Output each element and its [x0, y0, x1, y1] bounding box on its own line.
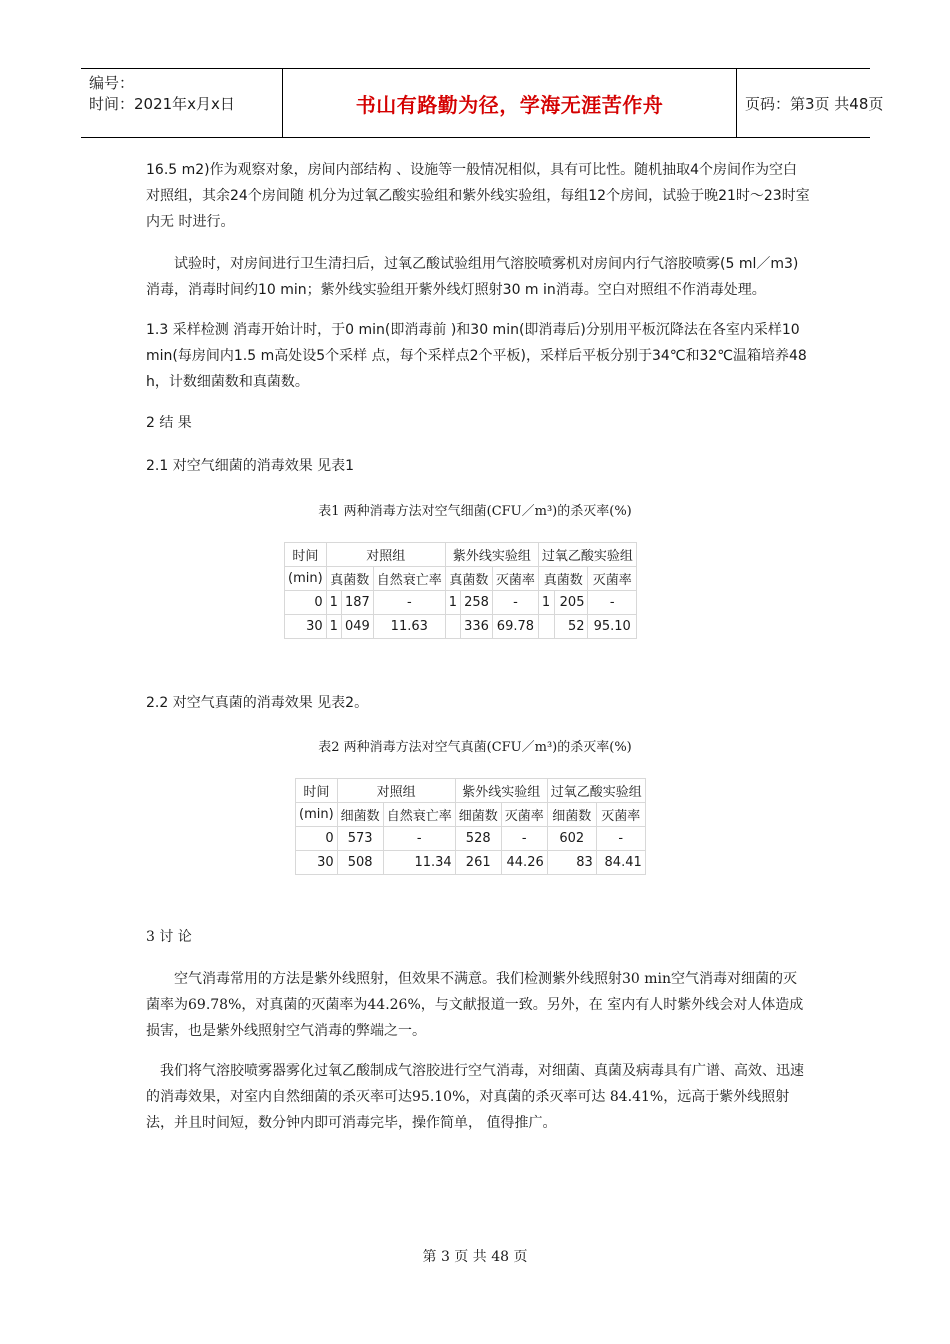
table-cell: -	[588, 591, 636, 615]
table-cell: 0	[285, 591, 327, 615]
section-heading-2: 2 结 果	[146, 415, 192, 431]
paragraph-3	[146, 317, 810, 395]
table-subheader-row	[296, 803, 646, 827]
header-motto-cell	[283, 69, 737, 137]
table-cell	[445, 615, 460, 639]
group-control: 对照组	[337, 779, 455, 803]
table-cell: 44.26	[501, 851, 547, 875]
table-cell: 1	[326, 615, 341, 639]
paragraph-text: 空气消毒常用的方法是紫外线照射，但效果不满意。我们检测紫外线照射30 min空气消毒对细菌的灭菌率为69.78%，对真菌的灭菌率为44.26%，与文献报道一致。另外，在 室内有人时紫外线会对人体造成损害，也是紫外线照射空气消毒的弊端之一。	[146, 971, 804, 1039]
paragraph-text: 试验时，对房间进行卫生清扫后，过氧乙酸试验组用气溶胶喷雾机对房间内行气溶胶喷雾(5 ml／m3)消毒，消毒时间约10 min；紫外线实验组开紫外线灯照射30 m in消毒。空白对照组不作消毒处理。	[146, 256, 799, 298]
col-control-count: 细菌数	[337, 803, 383, 827]
table-cell: -	[383, 827, 455, 851]
group-peracetic: 过氧乙酸实验组	[547, 779, 645, 803]
page-header	[81, 68, 884, 138]
table-subheader-row	[285, 567, 637, 591]
paragraph-text: 1.3 采样检测 消毒开始计时，于0 min(即消毒前 )和30 min(即消毒后)分别用平板沉降法在各室内采样10 min(每房间内1.5 m高处设5个采样 点，每个采样点2个平板)，采样后平板分别于34℃和32℃温箱培养48 h，计数细菌数和真菌数。	[146, 322, 807, 390]
table-header-row	[285, 543, 637, 567]
table-cell: 52	[555, 615, 588, 639]
col-pa-count: 真菌数	[538, 567, 588, 591]
table-cell: -	[373, 591, 445, 615]
paragraph-text: 16.5 m2)作为观察对象，房间内部结构 、设施等一般情况相似，具有可比性。随机抽取4个房间作为空白对照组，其余24个房间随 机分为过氧乙酸实验组和紫外线实验组，每组12个房间，试验于晚21时～23时室内无 时进行。	[146, 162, 810, 230]
paragraph-4	[146, 966, 810, 1044]
table-row	[296, 851, 646, 875]
col-pa-rate: 灭菌率	[596, 803, 645, 827]
table-cell: 602	[547, 827, 596, 851]
table-cell: 258	[461, 591, 493, 615]
table-row	[296, 827, 646, 851]
header-page-info: 页码：第3页 共48页	[745, 94, 884, 113]
table1-caption: 表1 两种消毒方法对空气细菌(CFU／m³)的杀灭率(%)	[318, 504, 632, 519]
table-cell: -	[492, 591, 538, 615]
table-cell: 1	[445, 591, 460, 615]
paragraph-2	[146, 251, 810, 303]
col-control-count: 真菌数	[326, 567, 373, 591]
table-cell: 84.41	[596, 851, 645, 875]
section-heading-3: 3 讨 论	[146, 929, 192, 945]
table-cell: 1	[326, 591, 341, 615]
page-footer: 第 3 页 共 48 页	[422, 1249, 528, 1265]
header-motto: 书山有路勤为径，学海无涯苦作舟	[355, 92, 664, 117]
col-control-rate: 自然衰亡率	[383, 803, 455, 827]
group-peracetic: 过氧乙酸实验组	[538, 543, 636, 567]
table-row	[285, 591, 637, 615]
paragraph-text: 我们将气溶胶喷雾器雾化过氧乙酸制成气溶胶进行空气消毒，对细菌、真菌及病毒具有广谱、高效、迅速的消毒效果，对室内自然细菌的杀灭率可达95.10%，对真菌的杀灭率可达 84.41%，远高于紫外线照射法，并且时间短，数分钟内即可消毒完毕，操作简单， 值得推广。	[146, 1063, 804, 1131]
col-uv-rate: 灭菌率	[501, 803, 547, 827]
table-cell: 1	[538, 591, 554, 615]
table-cell: 336	[461, 615, 493, 639]
col-control-rate: 自然衰亡率	[373, 567, 445, 591]
table-cell: 187	[341, 591, 373, 615]
header-unit: (min)	[285, 567, 327, 591]
col-pa-count: 细菌数	[547, 803, 596, 827]
col-uv-count: 细菌数	[455, 803, 501, 827]
document-time: 时间：2021年x月x日	[89, 95, 235, 113]
table-1	[284, 542, 637, 639]
table-cell: 0	[296, 827, 338, 851]
table-row	[285, 615, 637, 639]
section-heading-2-1: 2.1 对空气细菌的消毒效果 见表1	[146, 458, 355, 474]
table-cell: -	[501, 827, 547, 851]
table-cell: 528	[455, 827, 501, 851]
table-cell: 95.10	[588, 615, 636, 639]
table-cell: 573	[337, 827, 383, 851]
table-cell: 508	[337, 851, 383, 875]
table-cell: 83	[547, 851, 596, 875]
paragraph-1	[146, 157, 810, 235]
col-uv-rate: 灭菌率	[492, 567, 538, 591]
table2-caption: 表2 两种消毒方法对空气真菌(CFU／m³)的杀灭率(%)	[318, 740, 632, 755]
group-control: 对照组	[326, 543, 445, 567]
group-uv: 紫外线实验组	[445, 543, 538, 567]
header-unit: (min)	[296, 803, 338, 827]
table-cell: 205	[555, 591, 588, 615]
table-cell: 69.78	[492, 615, 538, 639]
table-cell: 30	[285, 615, 327, 639]
header-meta	[81, 69, 283, 137]
table-cell	[538, 615, 554, 639]
table-2	[295, 778, 646, 875]
group-uv: 紫外线实验组	[455, 779, 547, 803]
header-time: 时间	[296, 779, 338, 803]
col-pa-rate: 灭菌率	[588, 567, 636, 591]
col-uv-count: 真菌数	[445, 567, 492, 591]
table-cell: 11.34	[383, 851, 455, 875]
table-cell: 261	[455, 851, 501, 875]
table-cell: 049	[341, 615, 373, 639]
table-header-row	[296, 779, 646, 803]
document-number-label: 编号：	[89, 74, 135, 92]
table-cell: 30	[296, 851, 338, 875]
section-heading-2-2: 2.2 对空气真菌的消毒效果 见表2。	[146, 695, 369, 711]
table-cell: -	[596, 827, 645, 851]
header-time: 时间	[285, 543, 327, 567]
paragraph-5	[146, 1058, 810, 1136]
table-cell: 11.63	[373, 615, 445, 639]
